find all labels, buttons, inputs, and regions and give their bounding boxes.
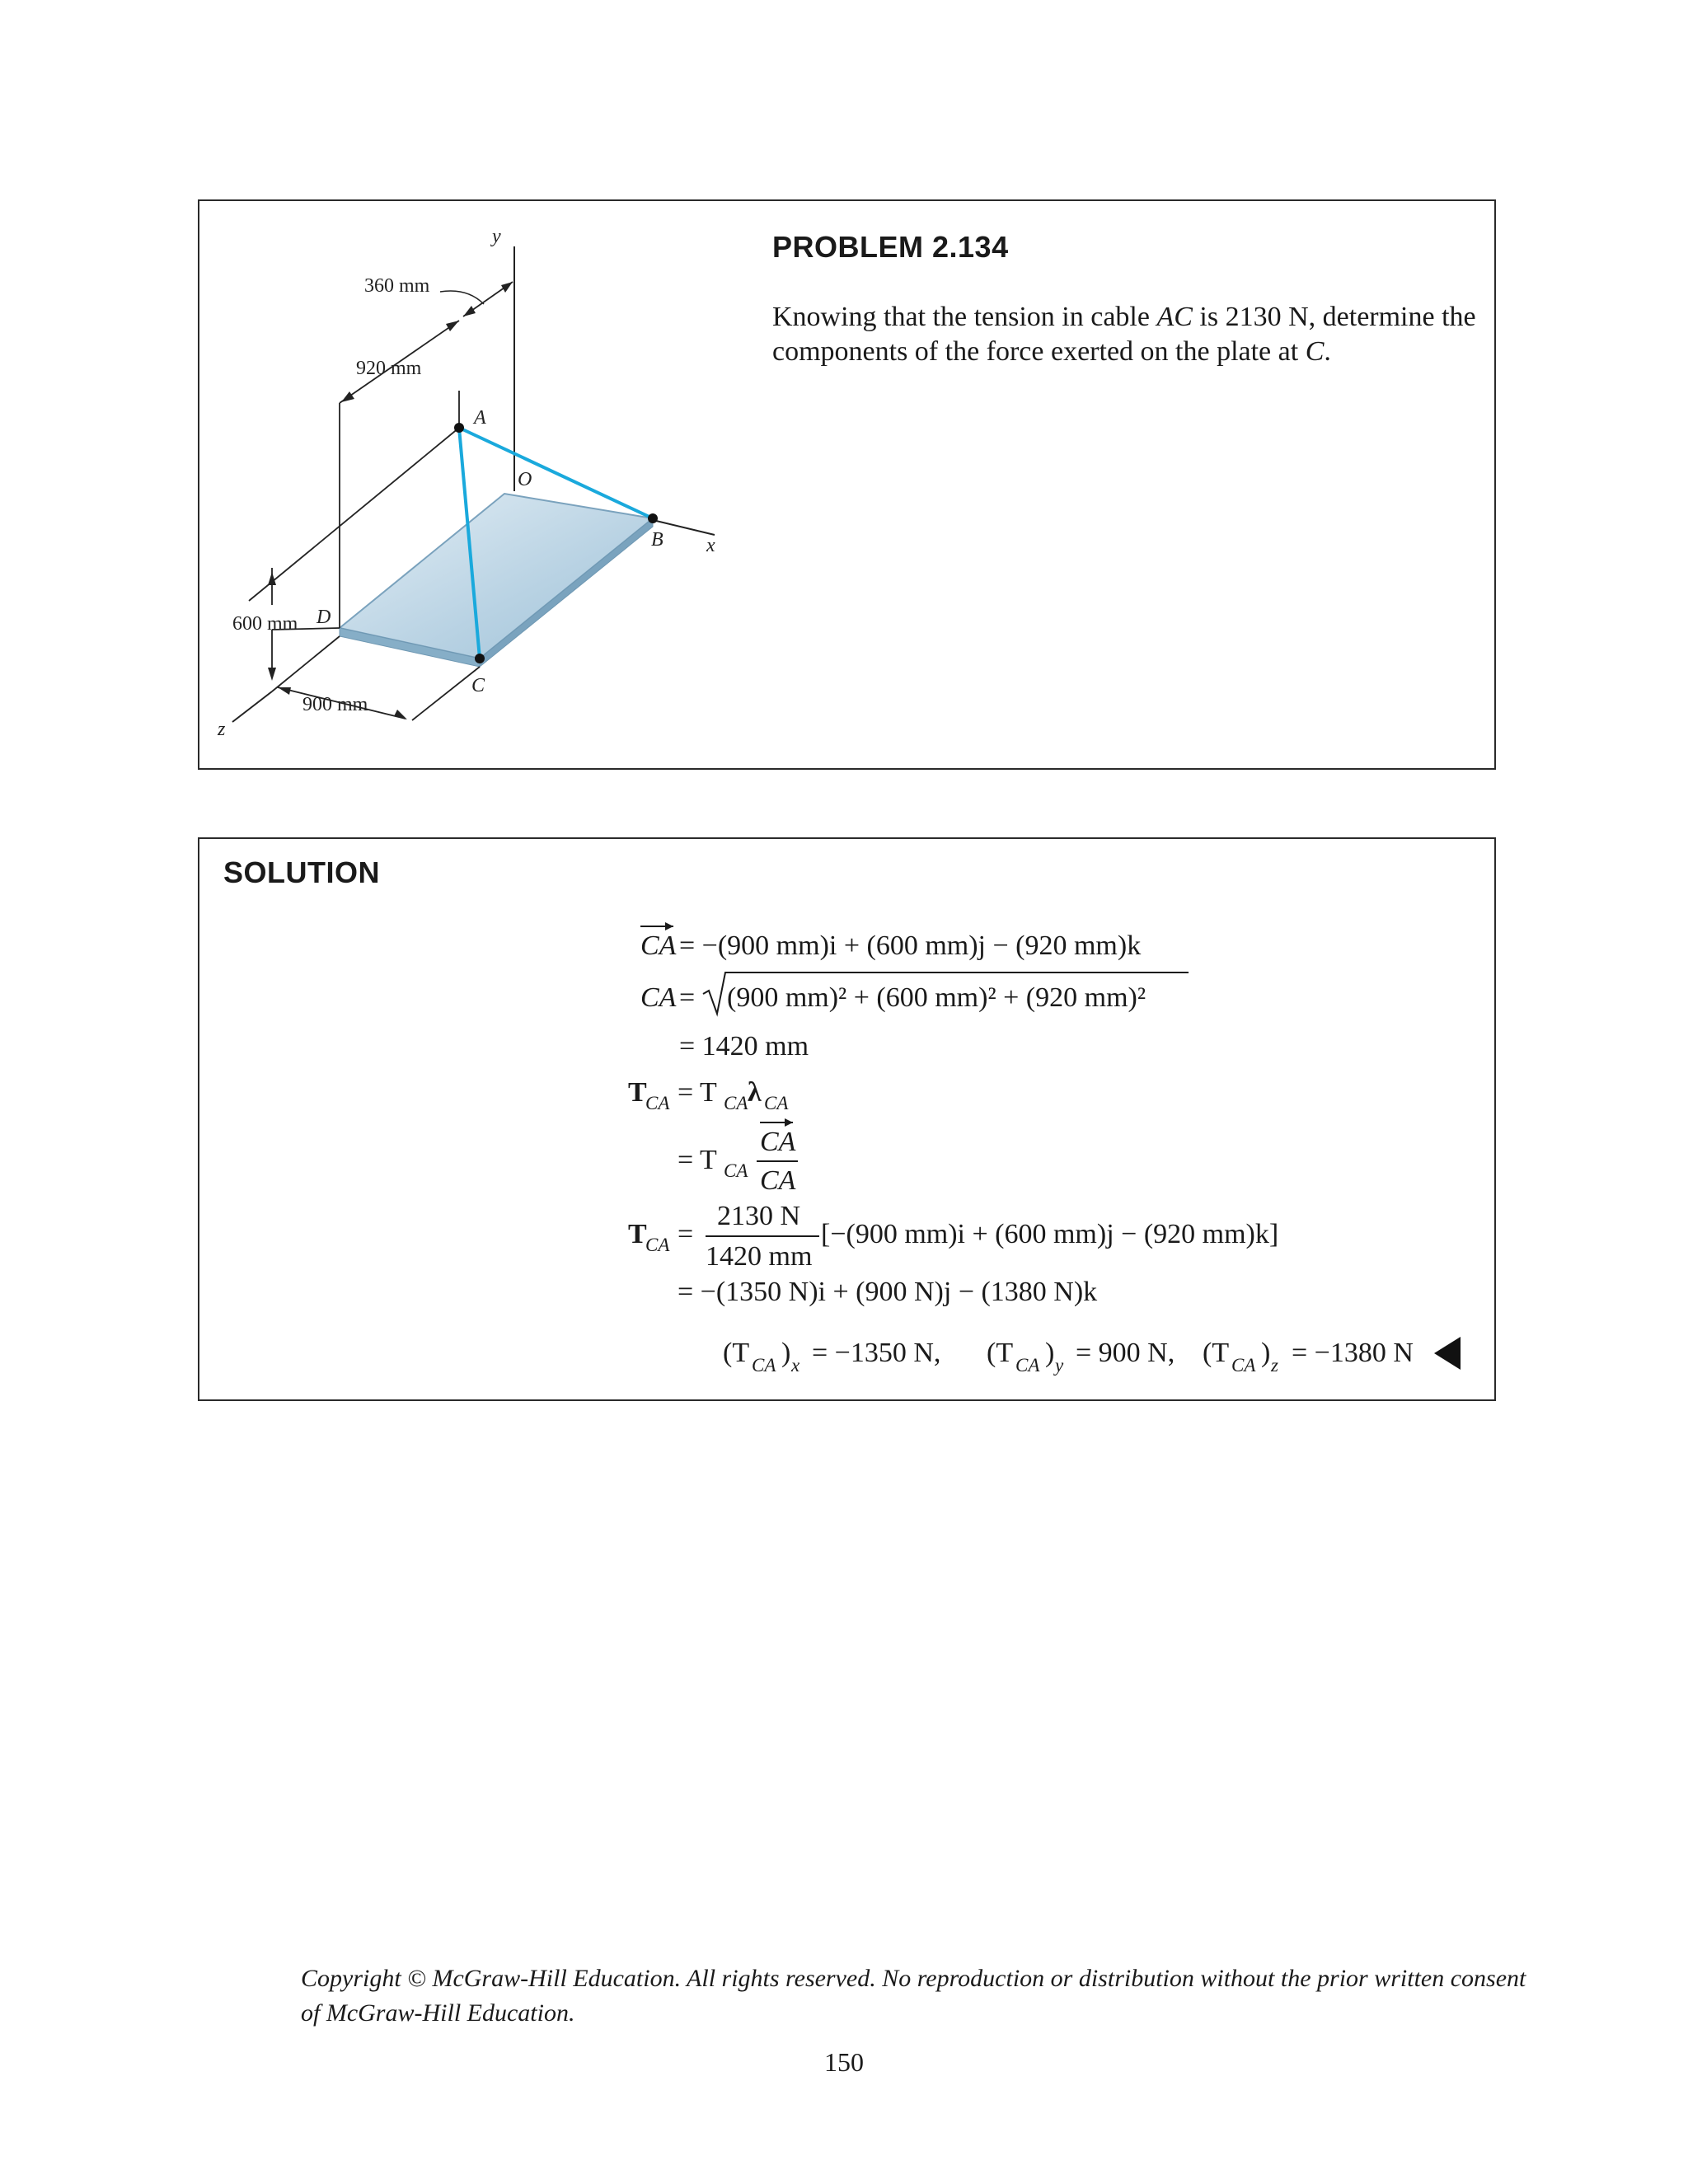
eq2-radicand: (900 mm)² + (600 mm)² + (920 mm)² bbox=[727, 982, 1146, 1013]
problem-text-1: Knowing that the tension in cable bbox=[772, 302, 1157, 332]
dim-900-arrow-left bbox=[278, 687, 291, 695]
point-b bbox=[648, 513, 658, 523]
dim-360-label: 360 mm bbox=[364, 275, 430, 297]
problem-text-point: C bbox=[1305, 336, 1325, 367]
eq6-equals: = bbox=[678, 1219, 694, 1249]
eq4-lambda-sub: CA bbox=[764, 1093, 789, 1113]
eq3-length: = 1420 mm bbox=[679, 1031, 809, 1062]
plate-top bbox=[340, 494, 653, 658]
page-number: 150 bbox=[824, 2047, 864, 2077]
problem-text-2: is 2130 N, determine the components of the force exerted on the plate at bbox=[772, 302, 1476, 367]
answer-z-sub: CA bbox=[1231, 1355, 1256, 1376]
answer-z-value: = −1380 N bbox=[1292, 1338, 1414, 1368]
z-axis-line bbox=[232, 691, 272, 722]
answer-y-value: = 900 N, bbox=[1076, 1338, 1175, 1368]
dim-360-arrow-left bbox=[463, 306, 476, 316]
answer-z-axis: z bbox=[1271, 1355, 1278, 1376]
eq4-T: T bbox=[628, 1077, 647, 1108]
eq4-T-sub: CA bbox=[645, 1093, 670, 1113]
copyright-notice: Copyright © McGraw-Hill Education. All rights reserved. No reproduction or distribution without the prior written consent of McGraw-Hill Education. bbox=[301, 1965, 1526, 2027]
point-a bbox=[454, 423, 464, 433]
eq6-T: T bbox=[628, 1219, 647, 1249]
equation-tension-vector bbox=[628, 1201, 1278, 1272]
eq1-lhs: CA bbox=[640, 930, 677, 961]
eq2-equals: = bbox=[679, 982, 696, 1013]
problem-text-3: . bbox=[1324, 336, 1331, 367]
solution-box bbox=[198, 837, 1496, 1401]
answer-y-axis: y bbox=[1055, 1355, 1064, 1376]
answer-z-open: (T bbox=[1203, 1338, 1230, 1368]
point-c bbox=[475, 654, 485, 663]
problem-text-cable: AC bbox=[1156, 302, 1193, 332]
answer-y-close: ) bbox=[1045, 1338, 1055, 1368]
dim-900-label: 900 mm bbox=[302, 694, 368, 715]
answer-line bbox=[723, 1337, 1461, 1376]
answer-x-value: = −1350 N, bbox=[812, 1338, 941, 1368]
answer-y-sub: CA bbox=[1015, 1355, 1040, 1376]
eq6-den: 1420 mm bbox=[706, 1241, 813, 1272]
eq4-rhs: = T bbox=[678, 1077, 717, 1108]
point-a-label: A bbox=[474, 407, 486, 429]
axis-y-label: y bbox=[492, 226, 501, 247]
answer-x-axis: x bbox=[791, 1355, 800, 1376]
answer-x-close: ) bbox=[781, 1338, 791, 1368]
answer-marker-icon bbox=[1434, 1337, 1461, 1370]
dim-600-arrow-bottom bbox=[268, 668, 276, 681]
answer-x-sub: CA bbox=[752, 1355, 776, 1376]
answer-x-open: (T bbox=[723, 1338, 750, 1368]
eq6-num: 2130 N bbox=[717, 1201, 801, 1231]
equation-tension-unit-vector bbox=[628, 1077, 789, 1113]
plate-cable-figure bbox=[199, 201, 743, 771]
solution-equations bbox=[199, 839, 1498, 1403]
problem-title: PROBLEM 2.134 bbox=[772, 230, 1009, 264]
equation-magnitude bbox=[640, 972, 1189, 1014]
problem-box bbox=[198, 199, 1496, 770]
eq7-result: = −(1350 N)i + (900 N)j − (1380 N)k bbox=[678, 1277, 1098, 1307]
problem-statement bbox=[772, 300, 1481, 369]
answer-z-close: ) bbox=[1261, 1338, 1271, 1368]
dim-920-label: 920 mm bbox=[356, 358, 422, 379]
extension-line-d-low bbox=[272, 636, 340, 691]
dim-360-leader bbox=[440, 291, 484, 304]
axis-x-label: x bbox=[706, 535, 715, 556]
eq5-num: CA bbox=[760, 1127, 796, 1157]
dim-920-arrow-right bbox=[446, 321, 459, 331]
eq5-prefix: = T bbox=[678, 1145, 717, 1175]
eq5-sub: CA bbox=[724, 1160, 748, 1181]
eq1-rhs: = −(900 mm)i + (600 mm)j − (920 mm)k bbox=[679, 930, 1142, 961]
dim-600-label: 600 mm bbox=[232, 613, 298, 635]
dim-920-arrow-left bbox=[341, 391, 354, 402]
equation-tension-ratio bbox=[678, 1118, 798, 1196]
eq5-den: CA bbox=[760, 1165, 796, 1196]
point-o-label: O bbox=[518, 469, 532, 490]
eq4-rhs-sub: CA bbox=[724, 1093, 748, 1113]
point-d-label: D bbox=[316, 607, 331, 628]
eq6-bracket: [−(900 mm)i + (600 mm)j − (920 mm)k] bbox=[821, 1219, 1279, 1249]
eq2-lhs: CA bbox=[640, 982, 677, 1013]
point-b-label: B bbox=[651, 529, 663, 551]
solution-title: SOLUTION bbox=[223, 855, 380, 889]
eq6-T-sub: CA bbox=[645, 1235, 670, 1255]
dim-360-arrow-right bbox=[501, 282, 513, 293]
extension-line-c bbox=[412, 667, 480, 720]
equation-vector-ca bbox=[640, 922, 1141, 961]
eq4-lambda: λ bbox=[748, 1077, 762, 1108]
point-c-label: C bbox=[471, 675, 485, 696]
axis-z-label: z bbox=[218, 719, 226, 740]
answer-y-open: (T bbox=[987, 1338, 1014, 1368]
